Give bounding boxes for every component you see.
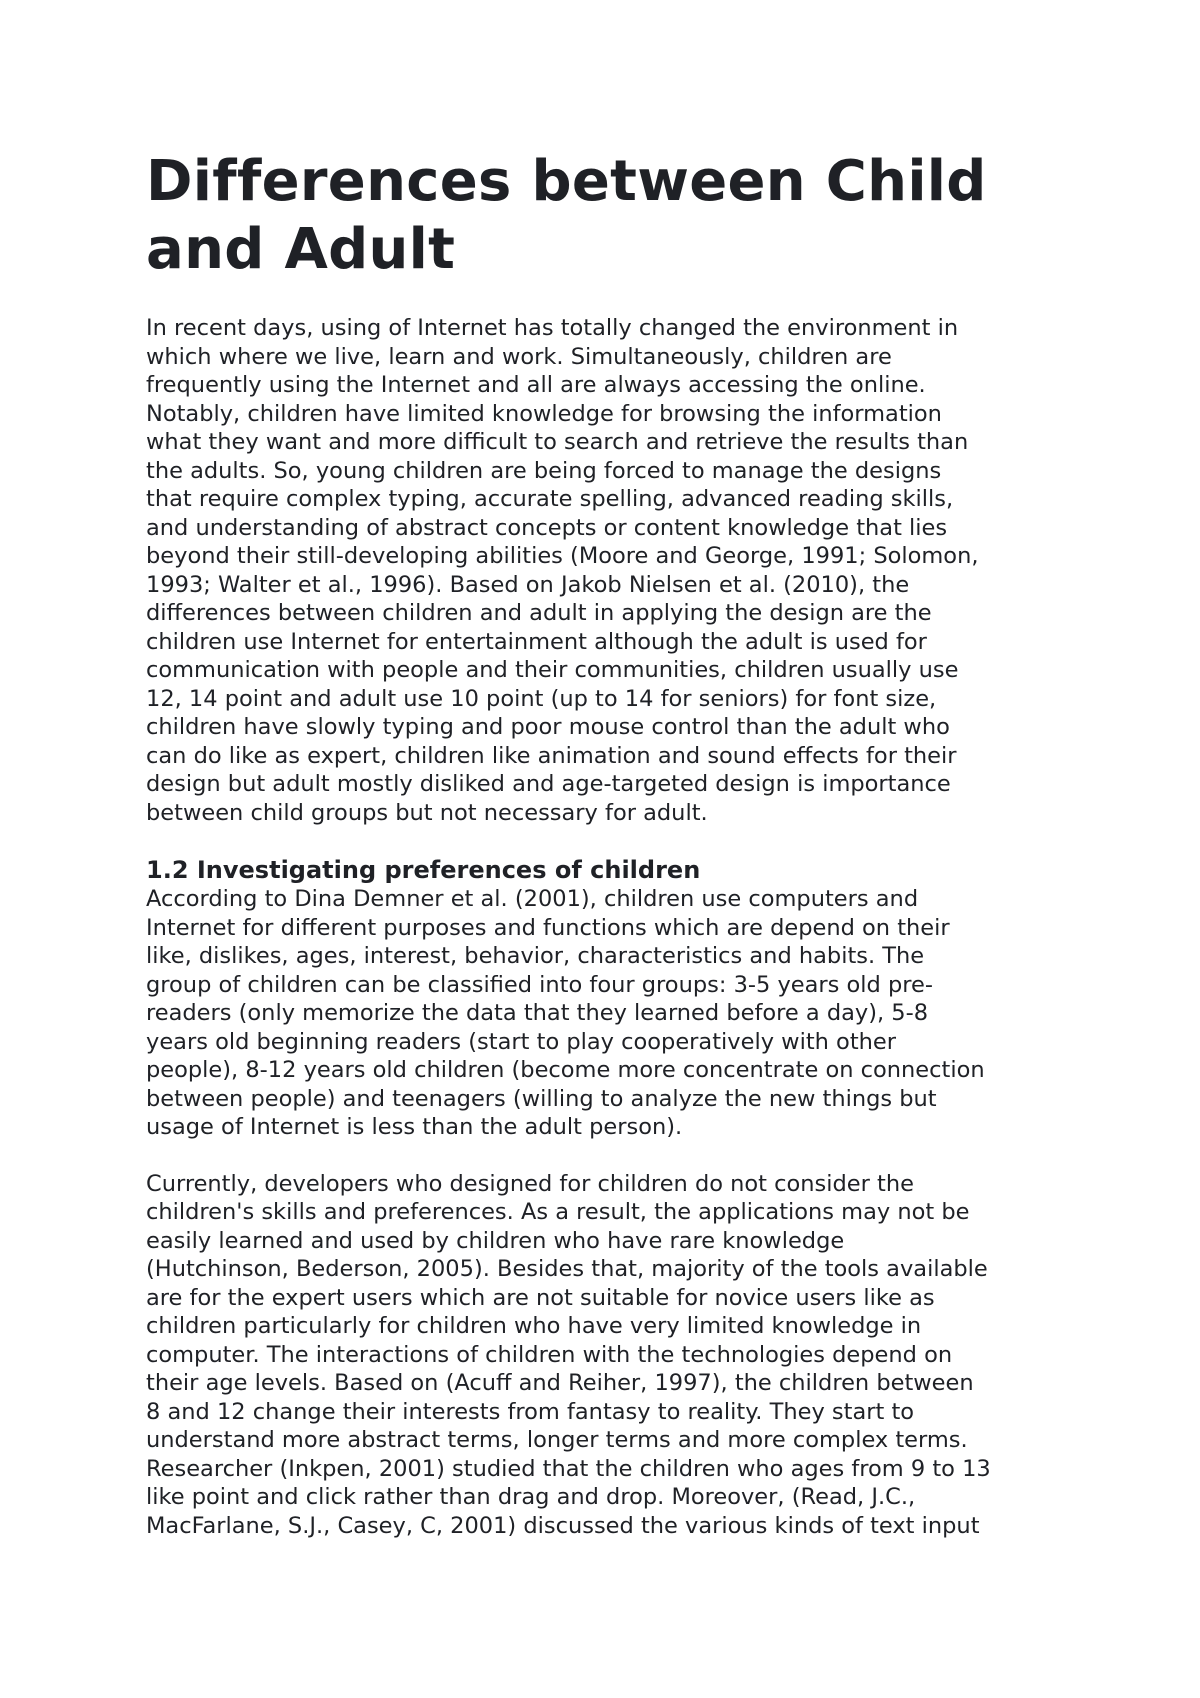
paragraph-developers: Currently, developers who designed for children do not consider the children's skills and preferences. As a result, the applications may not be easily learned and used by children who have rare knowledge (Hutchinson, Bederson, 2005). Besides that, majority of the tools available are for the expert users which are not suitable for novice users like as children particularly for children who have very limited knowledge in computer. The interactions of children with the technologies depend on their age levels. Based on (Acuff and Reiher, 1997), the children between 8 and 12 change their interests from fantasy to reality. They start to understand more abstract terms, longer terms and more complex terms. Researcher (Inkpen, 2001) studied that the children who ages from 9 to 13 like point and click rather than drag and drop. Moreover, (Read, J.C., MacFarlane, S.J., Casey, C, 2001) discussed the various kinds of text input (146, 1170, 991, 1539)
paragraph-preferences: According to Dina Demner et al. (2001), children use computers and Internet for different purposes and functions which are depend on their like, dislikes, ages, interest, behavior, characteristics and habits. The group of children can be classified into four groups: 3-5 years old pre- readers (only memorize the data that they learned before a day), 5-8 years old beginning readers (start to play cooperatively with other people), 8-12 years old children (become more concentrate on connection between people) and teenagers (willing to analyze the new things but usage of Internet is less than the adult person). (146, 886, 985, 1140)
document-title: Differences between Child and Adult (146, 149, 987, 282)
section-heading: 1.2 Investigating preferences of children (146, 856, 701, 884)
paragraph-intro: In recent days, using of Internet has totally changed the environment in which where we live, learn and work. Simultaneously, children are frequently using the Internet and all are always accessing the online. Notably, children have limited knowledge for browsing the information what they want and more difficult to search and retrieve the results than the adults. So, young children are being forced to manage the designs that require complex typing, accurate spelling, advanced reading skills, and understanding of abstract concepts or content knowledge that lies beyond their still-developing abilities (Moore and George, 1991; Solomon, 1993; Walter et al., 1996). Based on Jakob Nielsen et al. (2010), the differences between children and adult in applying the design are the children use Internet for entertainment although the adult is used for communication with people and their communities, children usually use 12, 14 point and adult use 10 point (up to 14 for seniors) for font size, children have slowly typing and poor mouse control than the adult who can do like as expert, children like animation and sound effects for their design but adult mostly disliked and age-targeted design is importance between child groups but not necessary for adult. (146, 315, 979, 826)
document-page (146, 148, 1086, 1540)
